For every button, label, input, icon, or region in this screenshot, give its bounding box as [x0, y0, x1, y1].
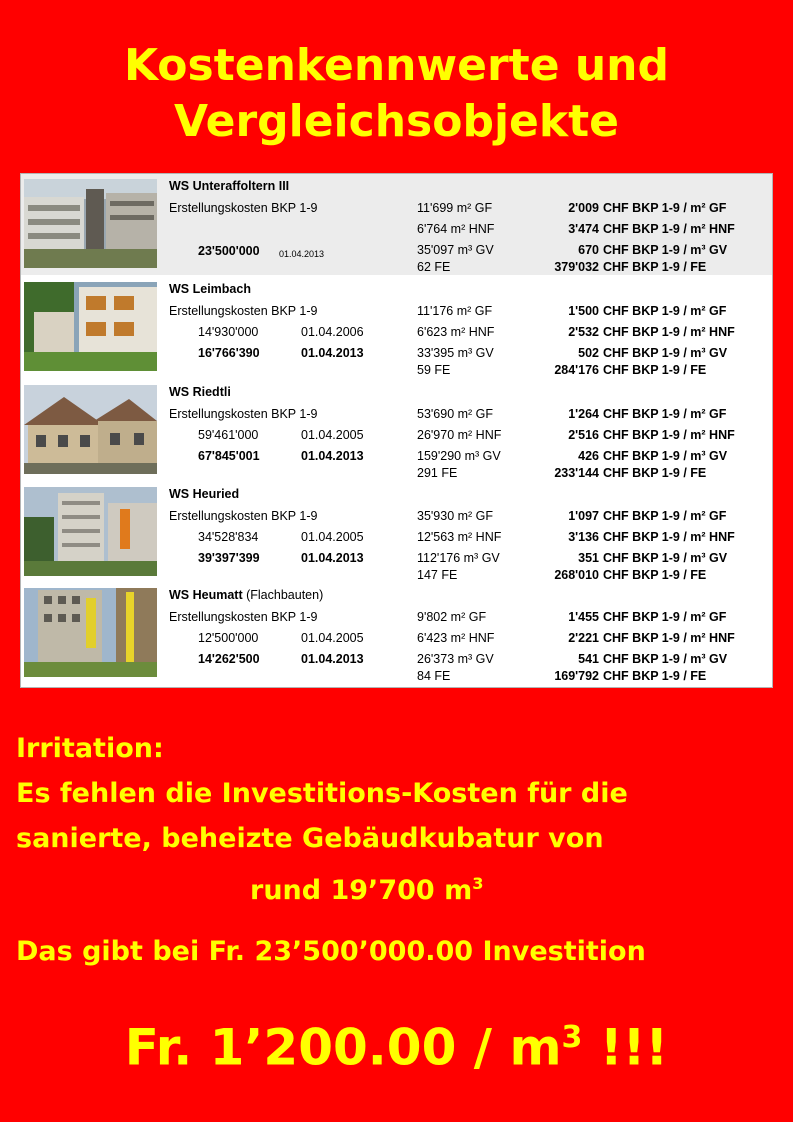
cost-label: Erstellungskosten BKP 1-9 [169, 407, 318, 421]
date-original: 01.04.2005 [301, 530, 364, 544]
value-hnf: 3'136 [568, 530, 599, 544]
quantity-fe: 59 FE [417, 363, 451, 377]
value-fe: 284'176 [554, 363, 599, 377]
value-fe: 379'032 [554, 260, 599, 274]
quantity-gv: 35'097 m³ GV [417, 243, 494, 257]
unit-gv: CHF BKP 1-9 / m³ GV [603, 243, 728, 257]
result-per-m3: Fr. 1’200.00 / $m^3$ !!! [124, 1018, 669, 1077]
unit-hnf: CHF BKP 1-9 / m² HNF [603, 631, 735, 645]
quantity-hnf: 6'423 m² HNF [417, 631, 495, 645]
unit-gf: CHF BKP 1-9 / m² GF [603, 610, 727, 624]
unit-fe: CHF BKP 1-9 / FE [603, 260, 707, 274]
value-gv: 541 [578, 652, 599, 666]
date-original: 01.04.2005 [301, 428, 364, 442]
quantity-gf: 53'690 m² GF [417, 407, 494, 421]
quantity-hnf: 26'970 m² HNF [417, 428, 502, 442]
value-hnf: 2'532 [568, 325, 599, 339]
value-hnf: 2'221 [568, 631, 599, 645]
date-2013: 01.04.2013 [301, 652, 364, 666]
date-2013: 01.04.2013 [301, 551, 364, 565]
irritation-heading: Irritation: [16, 733, 164, 764]
value-gf: 2'009 [568, 201, 599, 215]
unit-hnf: CHF BKP 1-9 / m² HNF [603, 222, 735, 236]
unit-gf: CHF BKP 1-9 / m² GF [603, 509, 727, 523]
value-gv: 351 [578, 551, 599, 565]
value-gv: 426 [578, 449, 599, 463]
project-photo [24, 487, 157, 576]
value-gf: 1'097 [568, 509, 599, 523]
date-original: 01.04.2006 [301, 325, 364, 339]
cost-2013: 23'500'000 [198, 244, 260, 258]
cost-label: Erstellungskosten BKP 1-9 [169, 509, 318, 523]
quantity-hnf: 6'764 m² HNF [417, 222, 495, 236]
project-name: WS Heuried [169, 487, 240, 501]
quantity-gv: 33'395 m³ GV [417, 346, 494, 360]
date-2013: 01.04.2013 [279, 249, 325, 259]
quantity-gv: 26'373 m³ GV [417, 652, 494, 666]
investment-calc: Das gibt bei Fr. 23’500’000.00 Investition [16, 936, 646, 967]
quantity-fe: 84 FE [417, 669, 451, 683]
quantity-gf: 11'176 m² GF [417, 304, 493, 318]
project-heumatt [21, 583, 772, 684]
unit-hnf: CHF BKP 1-9 / m² HNF [603, 530, 735, 544]
project-name: WS Riedtli [169, 385, 231, 399]
cost-label: Erstellungskosten BKP 1-9 [169, 610, 318, 624]
unit-gf: CHF BKP 1-9 / m² GF [603, 304, 727, 318]
quantity-fe: 62 FE [417, 260, 451, 274]
quantity-fe: 147 FE [417, 568, 458, 582]
value-hnf: 3'474 [568, 222, 599, 236]
project-heuried [21, 482, 772, 583]
cost-original: 34'528'834 [198, 530, 259, 544]
project-name: WS Leimbach [169, 282, 251, 296]
value-gv: 670 [578, 243, 599, 257]
cost-original: 59'461'000 [198, 428, 259, 442]
quantity-hnf: 12'563 m² HNF [417, 530, 502, 544]
unit-gv: CHF BKP 1-9 / m³ GV [603, 449, 728, 463]
quantity-gv: 112'176 m³ GV [417, 551, 500, 565]
quantity-gv: 159'290 m³ GV [417, 449, 501, 463]
value-fe: 233'144 [554, 466, 599, 480]
unit-fe: CHF BKP 1-9 / FE [603, 466, 707, 480]
project-photo [24, 179, 157, 268]
title-line-2: Vergleichsobjekte [173, 96, 620, 147]
unit-gv: CHF BKP 1-9 / m³ GV [603, 551, 728, 565]
project-photo [24, 385, 157, 474]
project-name: WS Heumatt (Flachbauten) [169, 588, 324, 602]
value-hnf: 2'516 [568, 428, 599, 442]
unit-fe: CHF BKP 1-9 / FE [603, 568, 707, 582]
irritation-line-3: rund 19’700 $m^3$ [250, 874, 484, 906]
unit-gf: CHF BKP 1-9 / m² GF [603, 201, 727, 215]
unit-fe: CHF BKP 1-9 / FE [603, 669, 707, 683]
unit-gv: CHF BKP 1-9 / m³ GV [603, 652, 728, 666]
unit-hnf: CHF BKP 1-9 / m² HNF [603, 428, 735, 442]
date-2013: 01.04.2013 [301, 346, 364, 360]
unit-hnf: CHF BKP 1-9 / m² HNF [603, 325, 735, 339]
cost-label: Erstellungskosten BKP 1-9 [169, 304, 318, 318]
unit-gf: CHF BKP 1-9 / m² GF [603, 407, 727, 421]
title-line-1: Kostenkennwerte und [123, 40, 670, 91]
irritation-line-1: Es fehlen die Investitions-Kosten für die [16, 778, 628, 809]
project-photo [24, 588, 157, 677]
project-riedtli [21, 380, 772, 481]
date-2013: 01.04.2013 [301, 449, 364, 463]
cost-original: 12'500'000 [198, 631, 259, 645]
cost-2013: 14'262'500 [198, 652, 260, 666]
quantity-hnf: 6'623 m² HNF [417, 325, 495, 339]
value-gf: 1'264 [568, 407, 599, 421]
project-leimbach [21, 277, 772, 378]
comparison-table [20, 173, 773, 688]
cost-2013: 39'397'399 [198, 551, 260, 565]
cost-2013: 16'766'390 [198, 346, 260, 360]
unit-fe: CHF BKP 1-9 / FE [603, 363, 707, 377]
value-gf: 1'455 [568, 610, 599, 624]
value-gf: 1'500 [568, 304, 599, 318]
date-original: 01.04.2005 [301, 631, 364, 645]
quantity-fe: 291 FE [417, 466, 458, 480]
unit-gv: CHF BKP 1-9 / m³ GV [603, 346, 728, 360]
project-name: WS Unteraffoltern III [169, 179, 290, 193]
quantity-gf: 35'930 m² GF [417, 509, 494, 523]
project-unteraffoltern [21, 174, 772, 275]
quantity-gf: 9'802 m² GF [417, 610, 487, 624]
value-fe: 169'792 [554, 669, 599, 683]
page-title [0, 38, 793, 150]
value-gv: 502 [578, 346, 599, 360]
project-photo [24, 282, 157, 371]
cost-2013: 67'845'001 [198, 449, 260, 463]
irritation-line-2: sanierte, beheizte Gebäudkubatur von [16, 823, 604, 854]
quantity-gf: 11'699 m² GF [417, 201, 493, 215]
cost-label: Erstellungskosten BKP 1-9 [169, 201, 318, 215]
cost-original: 14'930'000 [198, 325, 259, 339]
value-fe: 268'010 [554, 568, 599, 582]
